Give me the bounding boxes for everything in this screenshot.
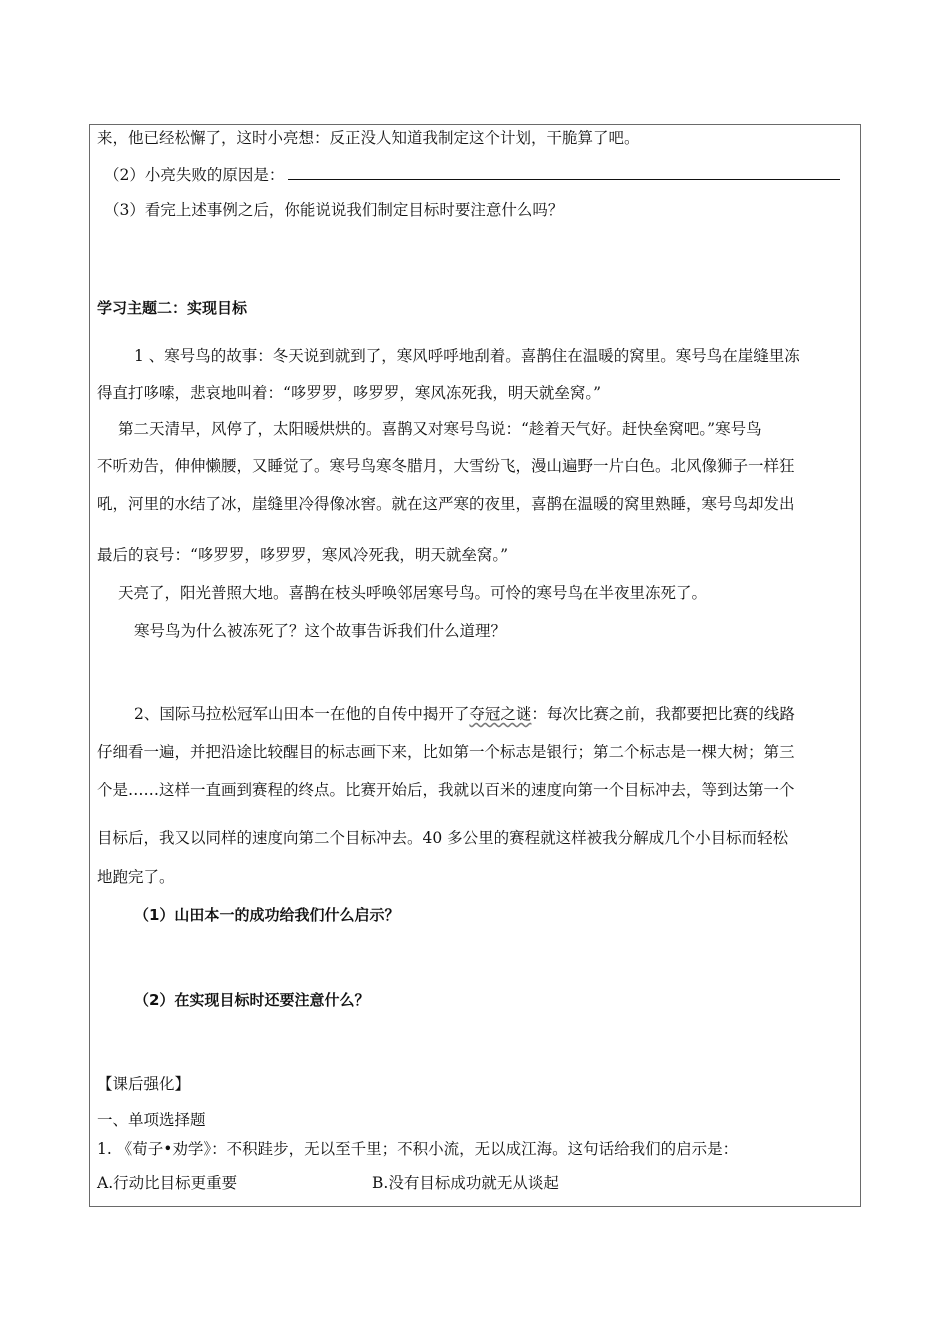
story2-question-2: （2）在实现目标时还要注意什么？ [134,991,370,1009]
after-class-title: 【课后强化】 [97,1075,191,1093]
story2-line: 个是……这样一直画到赛程的终点。比赛开始后，我就以百米的速度向第一个目标冲去，等到达第一个 [97,781,795,799]
section-title: 学习主题二：实现目标 [97,299,248,317]
story1-line: 得直打哆嗦，悲哀地叫着：“哆罗罗，哆罗罗，寒风冻死我，明天就垒窝。” [97,384,602,402]
story2-line: 仔细看一遍，并把沿途比较醒目的标志画下来，比如第一个标志是银行；第二个标志是一棵大树；第三 [97,743,795,761]
story1-line: 1 、寒号鸟的故事：冬天说到就到了，寒风呼呼地刮着。喜鹊住在温暖的窝里。寒号鸟在崖缝里冻 [134,347,800,365]
option-a[interactable]: A.行动比目标更重要 [97,1174,238,1192]
answer-blank[interactable] [288,165,840,180]
story1-line: 吼，河里的水结了冰，崖缝里冷得像冰窖。就在这严寒的夜里，喜鹊在温暖的窝里熟睡，寒号鸟却发出 [97,495,795,513]
question-2 [104,165,840,185]
story1-line: 第二天清早，风停了，太阳暖烘烘的。喜鹊又对寒号鸟说：“趁着天气好。赶快垒窝吧。”寒号鸟 [118,420,762,438]
question-item-1: 1. 《荀子•劝学》：不积跬步，无以至千里；不积小流，无以成江海。这句话给我们的启示是： [97,1140,739,1158]
story2-line: 目标后，我又以同样的速度向第二个目标冲去。40 多公里的赛程就这样被我分解成几个小目标而轻松 [97,829,789,847]
story2-line [134,704,795,724]
section-heading: 一、单项选择题 [97,1111,206,1129]
story2-line-pre: 2、国际马拉松冠军山田本一在他的自传中揭开了 [134,705,470,723]
story1-line: 最后的哀号：“哆罗罗，哆罗罗，寒风冷死我，明天就垒窝。” [97,546,509,564]
question-2-text: （2）小亮失败的原因是： [104,166,285,184]
story1-question: 寒号鸟为什么被冻死了？这个故事告诉我们什么道理？ [134,622,507,640]
story2-question-1: （1）山田本一的成功给我们什么启示？ [134,906,400,924]
story2-line-post: ：每次比赛之前，我都要把比赛的线路 [531,705,795,723]
story2-line: 地跑完了。 [97,868,175,886]
option-b[interactable]: B.没有目标成功就无从谈起 [372,1174,559,1192]
text-line: 来，他已经松懈了，这时小亮想：反正没人知道我制定这个计划，干脆算了吧。 [97,129,640,147]
worksheet-frame [89,124,861,1207]
marked-phrase: 夺冠之谜 [469,705,532,723]
story1-line: 天亮了，阳光普照大地。喜鹊在枝头呼唤邻居寒号鸟。可怜的寒号鸟在半夜里冻死了。 [118,584,708,602]
story1-line: 不听劝告，伸伸懒腰，又睡觉了。寒号鸟寒冬腊月，大雪纷飞，漫山遍野一片白色。北风像狮子一样狂 [97,457,795,475]
question-3: （3）看完上述事例之后，你能说说我们制定目标时要注意什么吗？ [104,201,564,219]
